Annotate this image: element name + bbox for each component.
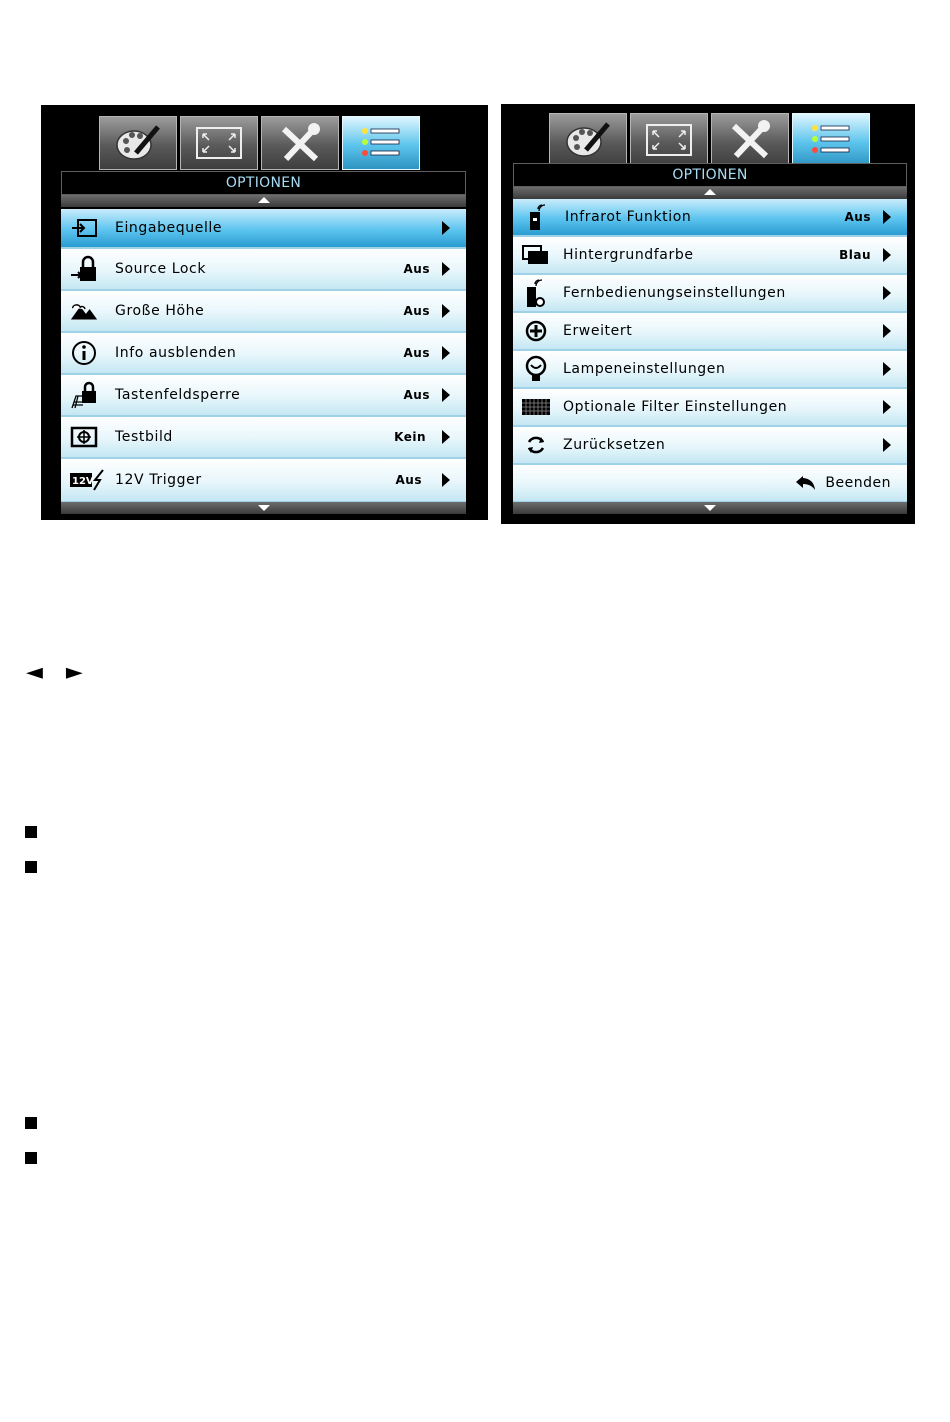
list-icon [359,125,403,161]
lamp-icon [521,355,551,383]
menu-title: OPTIONEN [513,163,907,187]
menu-item-info-ausblenden[interactable]: Info ausblenden Aus [61,333,466,375]
tab-display[interactable] [180,116,258,170]
osd-menu-left [41,105,488,520]
menu-item-zuruecksetzen[interactable]: Zurücksetzen [513,427,907,465]
chevron-right-icon [442,388,450,402]
tools-icon [278,123,322,163]
scroll-up[interactable] [61,195,466,207]
menu-item-fernbedienungseinstellungen[interactable]: Fernbedienungseinstellungen [513,275,907,313]
scroll-down[interactable] [513,502,907,514]
bullet-1 [25,826,37,838]
chevron-right-icon [442,346,450,360]
menu-title: OPTIONEN [61,171,466,195]
menu-item-infrarot-funktion[interactable]: Infrarot Funktion Aus [513,199,907,237]
chevron-right-icon [442,262,450,276]
advanced-icon [521,317,551,345]
input-source-icon [69,214,99,242]
menu-item-exit-row [513,465,907,503]
menu-item-lampeneinstellungen[interactable]: Lampeneinstellungen [513,351,907,389]
scroll-down-arrow-icon [704,505,716,511]
screen-resize-icon [194,125,244,161]
high-altitude-icon [69,297,99,325]
info-icon [69,339,99,367]
bullet-3 [25,1117,37,1129]
chevron-right-icon [883,400,891,414]
bullet-2 [25,861,37,873]
scroll-up-arrow-icon [704,189,716,195]
chevron-right-icon [883,438,891,452]
background-color-icon [521,241,551,269]
tab-options[interactable] [792,113,870,167]
chevron-right-icon [442,430,450,444]
remote-settings-icon [521,279,551,307]
menu-tabs [549,113,870,167]
tab-image[interactable] [99,116,177,170]
palette-icon [114,123,162,163]
tab-options[interactable] [342,116,420,170]
chevron-right-icon [883,362,891,376]
menu-item-grosse-hoehe[interactable]: Große Höhe Aus [61,291,466,333]
chevron-right-icon [883,324,891,338]
chevron-right-icon [883,248,891,262]
menu-items [61,209,466,503]
chevron-right-icon [442,473,450,487]
screen-resize-icon [644,122,694,158]
tab-settings[interactable] [261,116,339,170]
keypad-lock-icon [69,381,99,409]
menu-item-tastenfeldsperre[interactable]: Tastenfeldsperre Aus [61,375,466,417]
tab-display[interactable] [630,113,708,167]
svg-text:12V: 12V [72,476,94,487]
menu-item-erweitert[interactable]: Erweitert [513,313,907,351]
menu-item-source-lock[interactable]: Source Lock Aus [61,249,466,291]
menu-item-hintergrundfarbe[interactable]: Hintergrundfarbe Blau [513,237,907,275]
scroll-down[interactable] [61,502,466,514]
scroll-down-arrow-icon [258,505,270,511]
list-icon [809,122,853,158]
exit-button[interactable] [795,475,891,491]
filter-icon [521,393,551,421]
menu-item-eingabequelle[interactable]: Eingabequelle [61,209,466,249]
chevron-right-icon [442,304,450,318]
chevron-right-icon [442,221,450,235]
menu-item-12v-trigger[interactable]: 12V 12V Trigger Aus [61,459,466,503]
trigger-12v-icon [69,466,105,494]
bullet-4 [25,1152,37,1164]
menu-item-testbild[interactable]: Testbild Kein [61,417,466,459]
tools-icon [728,120,772,160]
tab-image[interactable] [549,113,627,167]
reset-icon [521,431,551,459]
chevron-right-icon [883,210,891,224]
palette-icon [564,120,612,160]
exit-label: Beenden [825,475,891,491]
test-pattern-icon [69,423,99,451]
menu-item-optionale-filter[interactable]: Optionale Filter Einstellungen [513,389,907,427]
menu-tabs [99,116,420,170]
osd-menu-right [501,104,915,524]
infrared-icon [521,203,551,231]
left-right-arrow-glyphs: ◄ ► [26,660,91,685]
menu-items [513,199,907,503]
scroll-up[interactable] [513,187,907,199]
scroll-up-arrow-icon [258,197,270,203]
return-arrow-icon [795,475,817,491]
tab-settings[interactable] [711,113,789,167]
source-lock-icon [69,255,99,283]
chevron-right-icon [883,286,891,300]
